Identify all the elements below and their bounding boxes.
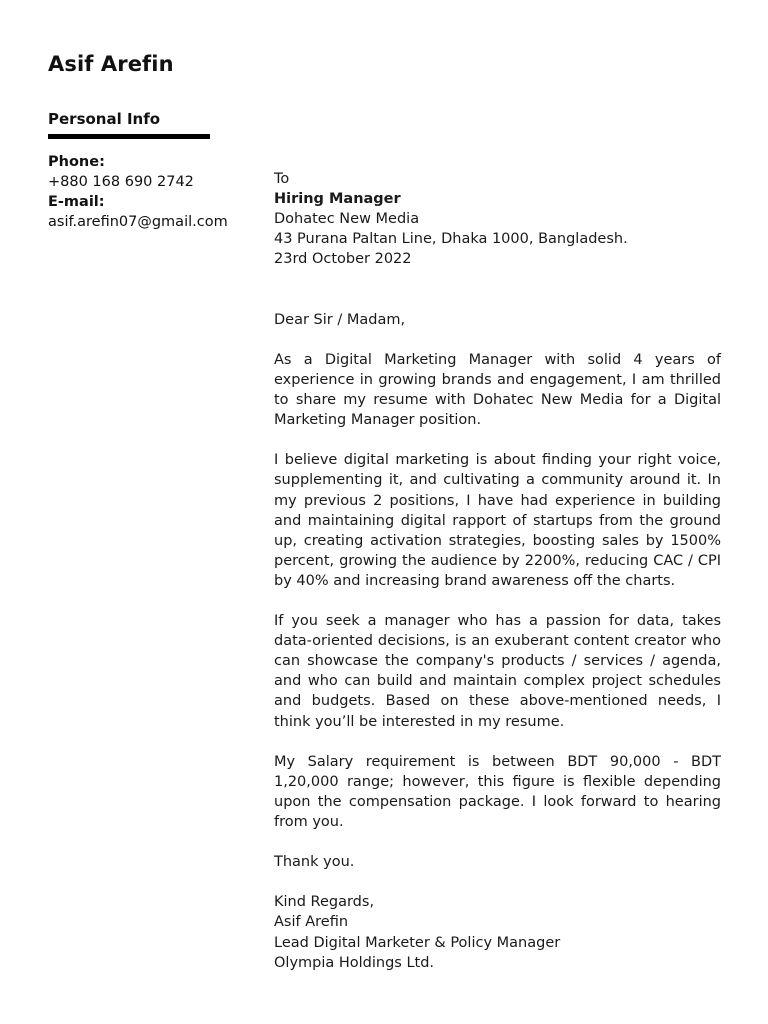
closing-title: Lead Digital Marketer & Policy Manager (274, 934, 561, 951)
section-divider (48, 134, 210, 139)
paragraph-intro: As a Digital Marketing Manager with solid 4 years of experience in growing brands and engagement, I am thrilled to share my resume with Dohatec New Media for a Digital Marketing Manager position. (274, 351, 721, 429)
personal-info-heading: Personal Info (48, 110, 161, 128)
thanks-line: Thank you. (274, 854, 355, 871)
paragraph-experience: I believe digital marketing is about finding your right voice, supplementing it, and cultivating a community around it. In my previous 2 positions, I have had experience in building and maintaining digital rapport of startups from the ground up, creating activation strategies, boosting sales by 1500% percent, growing the audience by 2200%, reducing CAC / CPI by 40% and increasing brand awareness off the charts. (274, 452, 721, 589)
contact-block (48, 152, 228, 232)
sender-name: Asif Arefin (48, 52, 174, 76)
closing-name: Asif Arefin (274, 914, 349, 931)
recipient-title: Hiring Manager (274, 191, 401, 208)
phone-value: +880 168 690 2742 (48, 174, 194, 190)
phone-label: Phone: (48, 154, 105, 170)
email-label: E-mail: (48, 194, 105, 210)
closing-regards: Kind Regards, (274, 894, 375, 911)
paragraph-fit: If you seek a manager who has a passion for data, takes data-oriented decisions, is an exuberant content creator who can showcase the company's products / services / agenda, and who can build and maintain complex project schedules and budgets. Based on these above-mentioned needs, I think you’ll be interested in my resume. (274, 613, 721, 730)
letter-body (274, 169, 721, 973)
salutation: Dear Sir / Madam, (274, 311, 406, 328)
recipient-address: 43 Purana Paltan Line, Dhaka 1000, Bangladesh. (274, 231, 628, 248)
paragraph-salary: My Salary requirement is between BDT 90,000 - BDT 1,20,000 range; however, this figure is flexible depending upon the compensation package. I look forward to hearing from you. (274, 753, 721, 830)
closing-company: Olympia Holdings Ltd. (274, 954, 435, 971)
recipient-to: To (274, 171, 290, 187)
letter-date: 23rd October 2022 (274, 251, 412, 268)
recipient-company: Dohatec New Media (274, 211, 420, 228)
email-value: asif.arefin07@gmail.com (48, 214, 228, 230)
